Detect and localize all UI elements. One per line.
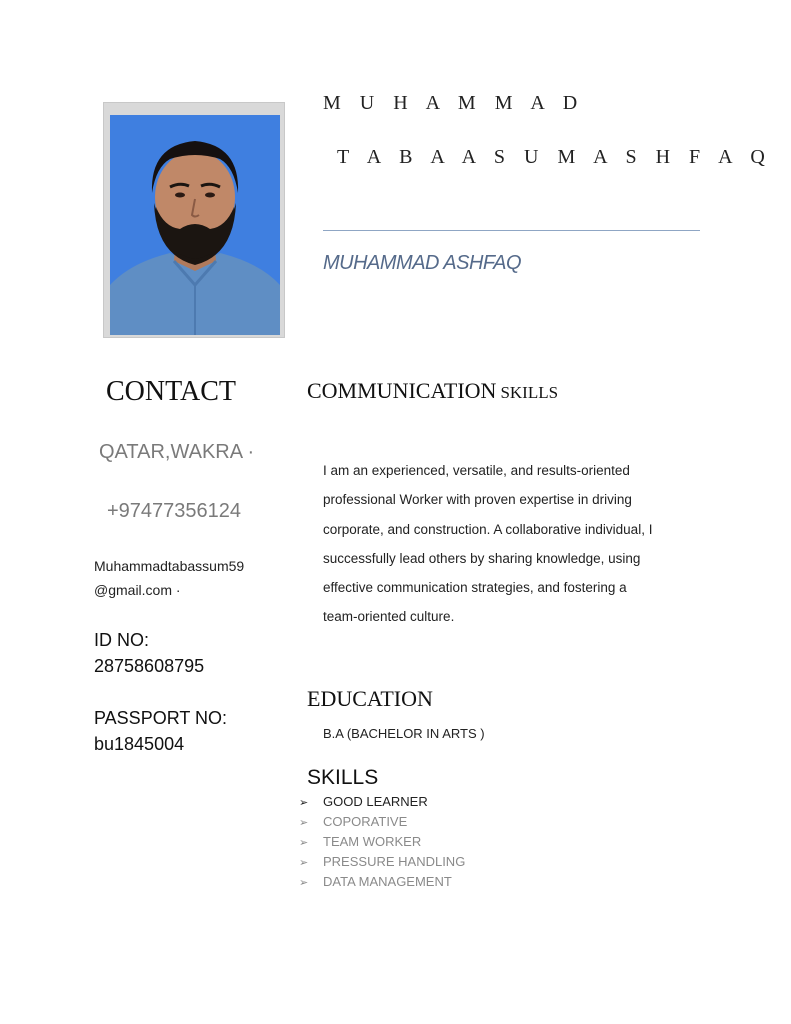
skills-heading: SKILLS — [307, 766, 379, 789]
education-item: B.A (BACHELOR IN ARTS ) — [323, 726, 485, 741]
profile-photo-frame — [103, 102, 285, 338]
communication-heading-suffix: SKILLS — [500, 383, 559, 402]
skill-item — [299, 812, 465, 832]
skill-label: PRESSURE HANDLING — [323, 854, 466, 869]
portrait-image — [110, 115, 280, 335]
name-first: M U H A M M A D — [323, 92, 585, 114]
arrow-bullet-icon: ➢ — [299, 797, 309, 809]
subtitle-name: MUHAMMAD ASHFAQ — [323, 252, 522, 274]
arrow-bullet-icon: ➢ — [299, 857, 309, 869]
arrow-bullet-icon: ➢ — [299, 877, 309, 889]
skills-list — [299, 792, 465, 892]
skill-item — [299, 832, 465, 852]
summary-line: corporate, and construction. A collaborative individual, I — [323, 521, 653, 537]
skill-label: GOOD LEARNER — [323, 794, 428, 809]
passport-number-label: PASSPORT NO: — [94, 708, 228, 728]
id-number-label: ID NO: — [94, 630, 150, 650]
summary-line: I am an experienced, versatile, and results-oriented — [323, 463, 630, 478]
summary-line: effective communication strategies, and fostering a — [323, 580, 627, 596]
skill-item — [299, 852, 465, 872]
profile-photo — [110, 115, 280, 335]
contact-email-line1: Muhammadtabassum59 — [94, 558, 245, 574]
education-heading: EDUCATION — [307, 686, 433, 711]
arrow-bullet-icon: ➢ — [299, 817, 309, 829]
summary-line: successfully lead others by sharing knowledge, using — [323, 550, 641, 566]
contact-heading: CONTACT — [106, 376, 236, 407]
skill-label: COPORATIVE — [323, 814, 408, 829]
contact-email-line2: @gmail.com · — [94, 582, 181, 598]
communication-heading-main: COMMUNICATION — [307, 378, 497, 403]
skill-item — [299, 872, 465, 892]
id-number-value: 28758608795 — [94, 656, 205, 676]
contact-location: QATAR,WAKRA · — [99, 441, 255, 463]
name-divider — [323, 230, 700, 231]
passport-number-value: bu1845004 — [94, 734, 185, 754]
summary-line: professional Worker with proven expertise in driving — [323, 492, 632, 508]
communication-summary — [323, 456, 703, 632]
arrow-bullet-icon: ➢ — [299, 837, 309, 849]
communication-heading — [307, 378, 558, 404]
contact-phone: +97477356124 — [107, 500, 242, 522]
skill-label: DATA MANAGEMENT — [323, 874, 452, 889]
name-last: T A B A A S U M A S H F A Q — [337, 146, 772, 168]
summary-line: team-oriented culture. — [323, 609, 455, 625]
skill-label: TEAM WORKER — [323, 834, 422, 849]
skill-item — [299, 792, 465, 812]
